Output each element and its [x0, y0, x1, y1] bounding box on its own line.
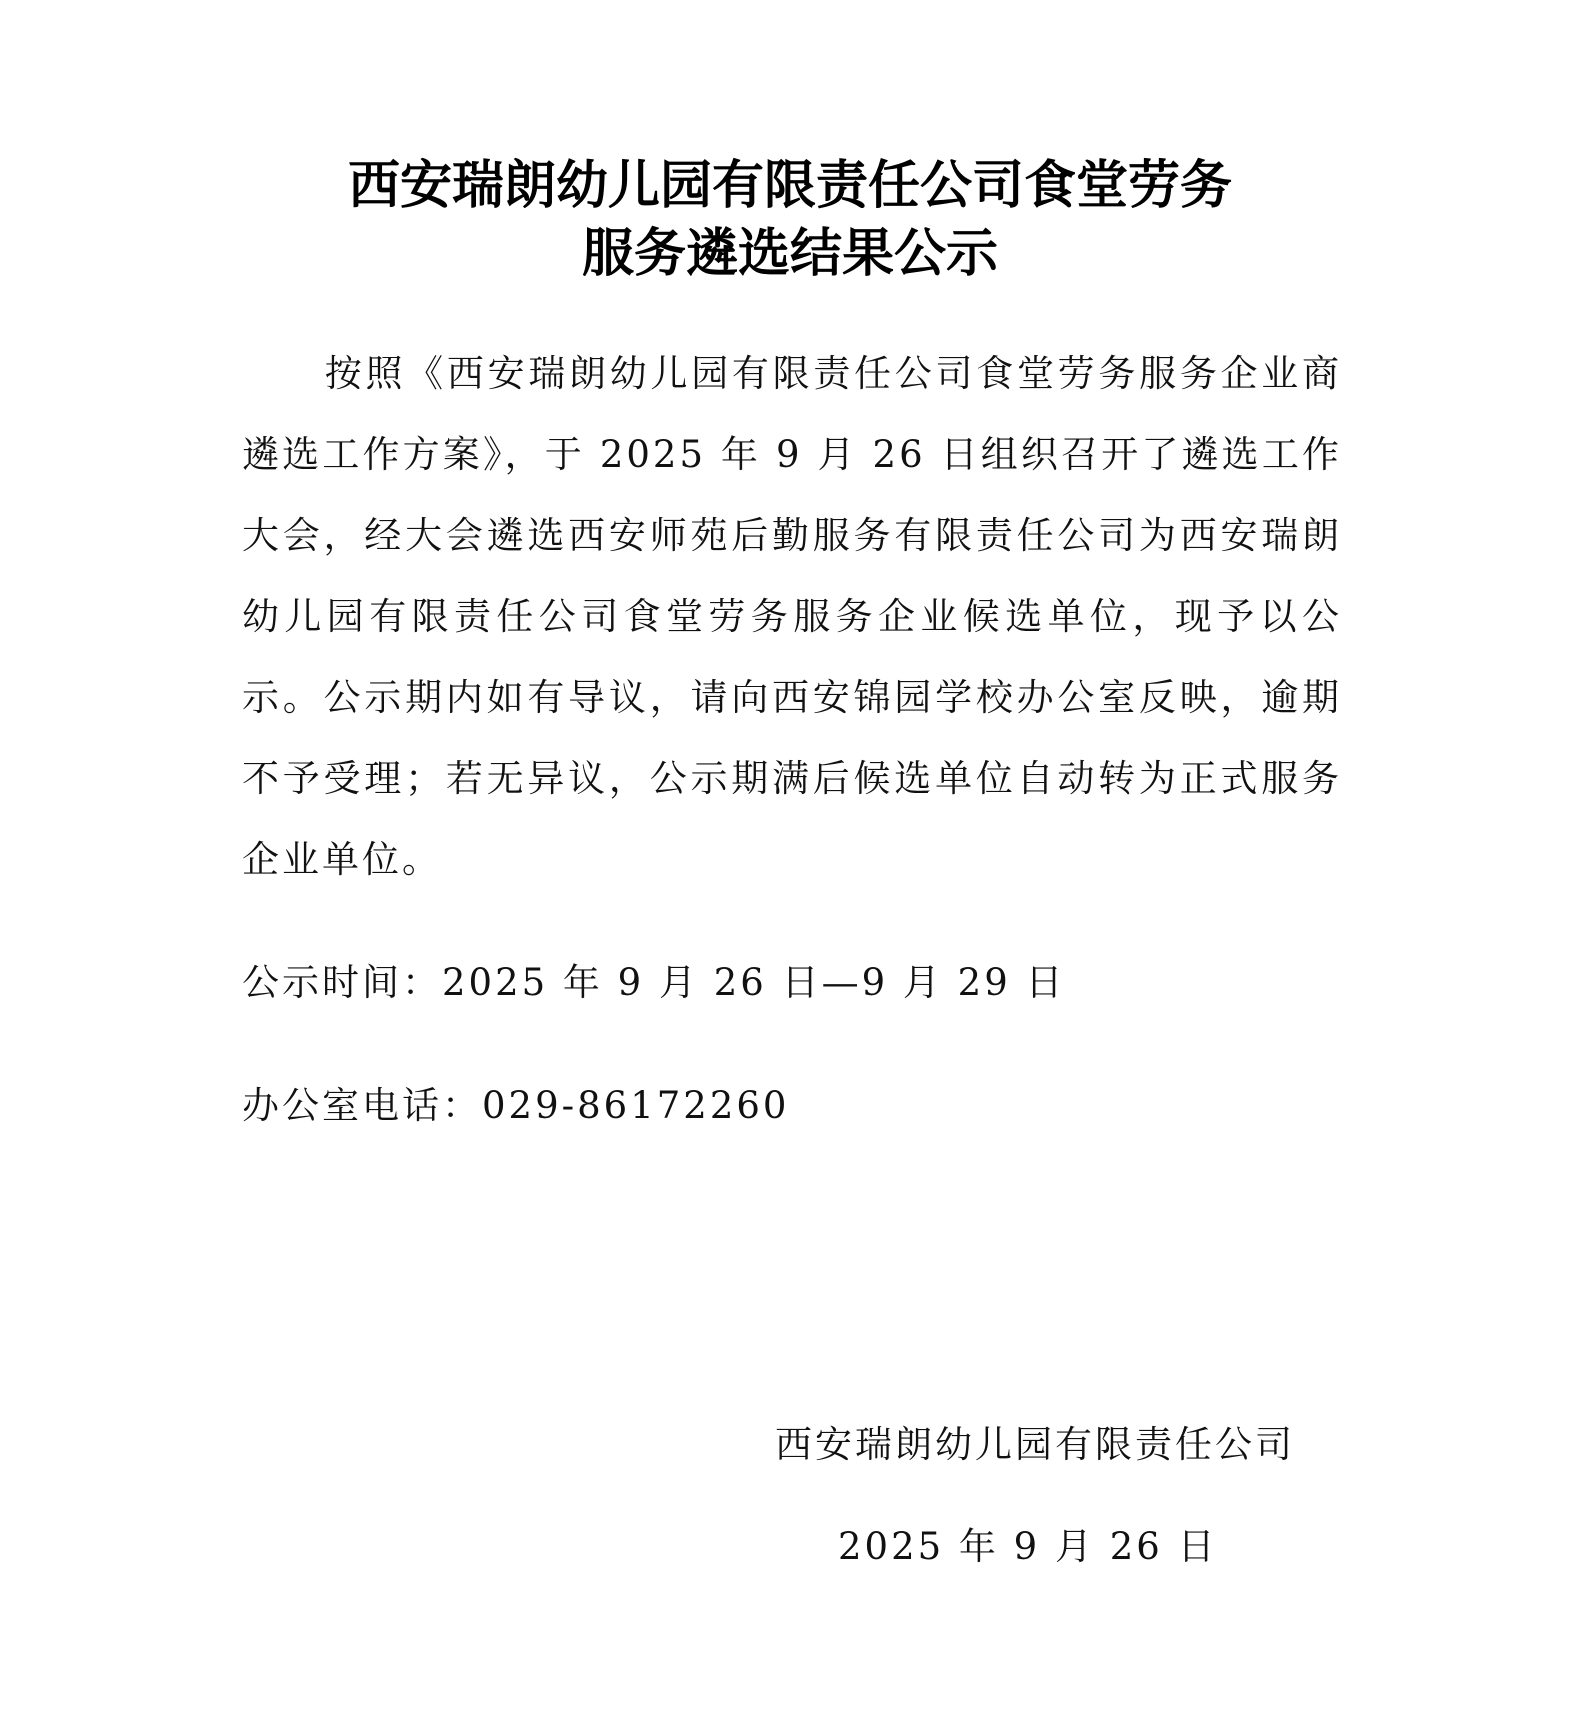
signature-date: 2025 年 9 月 26 日 [838, 1525, 1218, 1568]
body-paragraph [242, 333, 1342, 900]
title-line-1: 西安瑞朗幼儿园有限责任公司食堂劳务 [347, 155, 1232, 216]
notice-period: 公示时间：2025 年 9 月 26 日—9 月 29 日 [242, 961, 1066, 1004]
signature-organization: 西安瑞朗幼儿园有限责任公司 [775, 1423, 1295, 1466]
document-title [190, 152, 1390, 288]
office-phone: 办公室电话：029-86172260 [242, 1084, 790, 1127]
body-text: 按照《西安瑞朗幼儿园有限责任公司食堂劳务服务企业商遴选工作方案》，于 2025 年 9 月 26 日组织召开了遴选工作大会，经大会遴选西安师苑后勤服务有限责任公司为西安瑞朗幼儿园有限责任公司食堂劳务服务企业候选单位，现予以公示。公示期内如有导议，请向西安锦园学校办公室反映，逾期不予受理；若无异议，公示期满后候选单位自动转为正式服务企业单位。 [242, 352, 1342, 881]
title-line-2: 服务遴选结果公示 [581, 223, 998, 284]
